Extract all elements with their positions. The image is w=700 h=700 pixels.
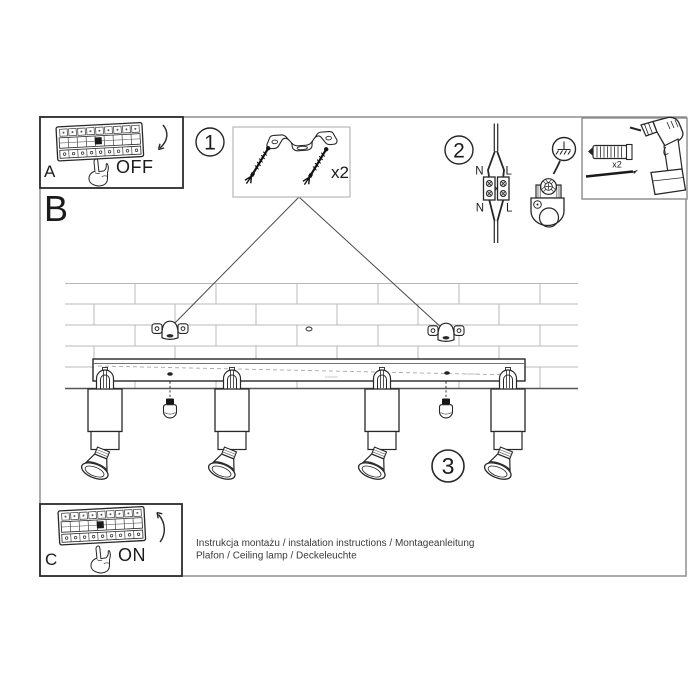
plug-quantity-label: x2 — [612, 159, 622, 170]
rail-screw-right — [444, 371, 450, 375]
tools-box — [582, 117, 687, 199]
circuit-breaker-icon — [56, 122, 144, 160]
step1-number: 1 — [204, 131, 216, 155]
step-a-label: A — [44, 162, 56, 181]
wire-label-l-top: L — [505, 165, 512, 178]
wire-label-n-top: N — [475, 165, 484, 178]
callout-step3 — [432, 450, 464, 482]
step-c-label: C — [45, 550, 58, 569]
step-b-label: B — [44, 188, 69, 229]
switch-off-label: OFF — [116, 157, 154, 177]
ground-clamp-icon — [531, 179, 564, 227]
circuit-breaker-icon-c — [58, 506, 146, 544]
kit-quantity-label: x2 — [331, 163, 349, 182]
step2-number: 2 — [453, 139, 465, 163]
switch-on-label: ON — [118, 545, 146, 565]
footer-line1: Instrukcja montażu / instalation instructions / Montageanleitung — [196, 538, 475, 549]
footer-line2: Plafon / Ceiling lamp / Deckeleuchte — [196, 550, 357, 562]
step3-number: 3 — [441, 453, 455, 479]
callout-step1 — [196, 128, 224, 156]
wall-plug-icon — [588, 145, 632, 160]
wire-label-n-bottom: N — [475, 202, 484, 215]
step-a-box — [40, 117, 183, 188]
wire-label-l-bottom: L — [506, 202, 513, 215]
callout-step2 — [445, 136, 473, 164]
lamp-rail — [93, 359, 525, 381]
rail-screw-left — [167, 372, 173, 376]
step-c-box — [40, 504, 182, 576]
mounting-kit-box — [233, 127, 350, 197]
